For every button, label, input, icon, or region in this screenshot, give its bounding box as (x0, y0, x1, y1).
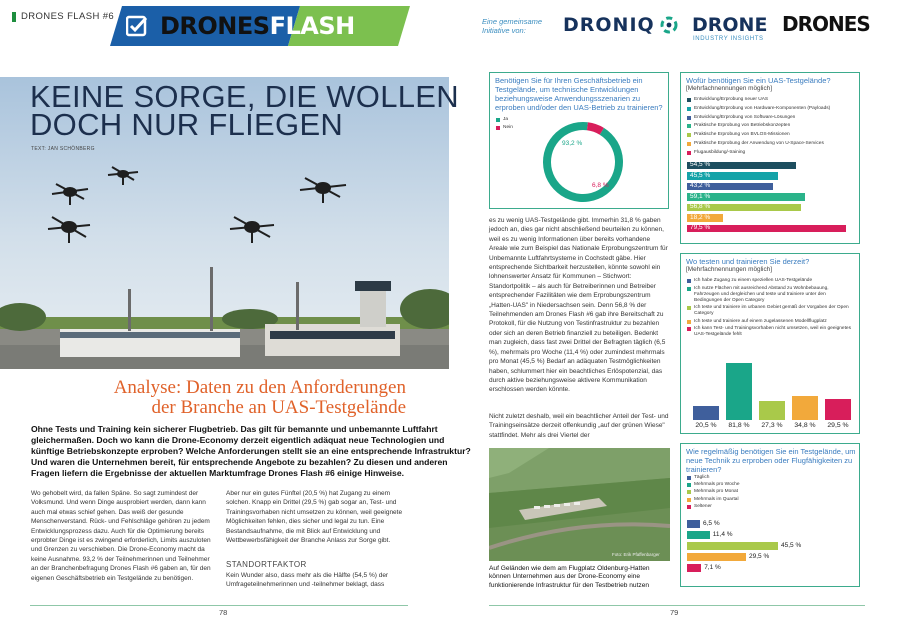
bar (687, 542, 778, 550)
bar-value-label: 34,8 % (794, 422, 816, 429)
bar (792, 396, 818, 420)
legend-swatch (687, 279, 691, 283)
partner-logo-drone-industry-insights: DRONE (692, 14, 768, 36)
legend-label: Täglich (694, 475, 710, 480)
bar-value-label: 79,5 % (690, 224, 711, 232)
legend-label: Entwicklung/Erprobung neuer UAS (694, 97, 769, 102)
legend-item (687, 475, 855, 481)
legend-item (687, 97, 855, 103)
uses-chart-title: Wofür benötigen Sie ein UAS-Testgelände? (686, 76, 831, 85)
legend-swatch (687, 327, 691, 331)
lead-paragraph: Ohne Tests und Training kein sicherer Flugbetrieb. Das gilt für bemannte und unbemannte Luftfahrt gleichermaßen. Doch wo kann die Drone-Economy derzeit eigentlich adäquat neue Technologien und künftige Betriebskonzepte erproben? Welche Anforderungen stellt sie an eine entsprechende Infrastruktur? Und waren die Unternehmen bereit, für entsprechende Angebote zu bezahlen? Zu diesen und anderen Fragen liefern die Ergebnisse der aktuellen Marktumfrage Drones Flash #6 einige Hinweise. (31, 424, 471, 478)
legend-swatch (687, 483, 691, 487)
legend-swatch (687, 320, 691, 324)
partner-logo-drones: DRONES (782, 12, 870, 36)
article-title-line1: KEINE SORGE, DIE WOLLEN (30, 79, 459, 114)
section-label: DRONES FLASH #6 (21, 11, 115, 22)
bar-row (687, 203, 855, 212)
section-marker (12, 12, 16, 22)
legend-item (687, 326, 855, 338)
legend-swatch (687, 476, 691, 480)
bar-value-label: 45,5 % (690, 171, 711, 179)
footer-rule-right (489, 605, 865, 606)
logo-word-drones: DRONES (160, 12, 270, 40)
body-column-3-continued: Nicht zuletzt deshalb, weil ein beachtlicher Anteil der Test- und Trainingseinsätze derzeit offenkundig „auf der grünen Wiese" stattfindet. Mehr als drei Viertel der (489, 413, 669, 439)
footer-rule-left (30, 605, 408, 606)
legend-label: Mehrmals pro Woche (694, 482, 740, 488)
legend-label: Ich teste und trainiere auf einem zugelassenen Modellflugplatz (694, 318, 827, 324)
pie-chart (534, 117, 632, 207)
legend-item (687, 123, 855, 129)
legend-label: Ich nutze Flächen mit ausreichend Abstand zu Wohnbebauung, Fahrzeugen und dergleichen und teste und trainiere unter den Bedingungen der Open Category (694, 285, 829, 303)
legend-label: Ja (503, 117, 509, 122)
legend-swatch (687, 116, 691, 120)
bar (687, 183, 773, 191)
bar-value-label: 56,8 % (690, 203, 711, 211)
pie-label-yes: 93,2 % (562, 140, 583, 147)
legend-label: Praktische Erprobung von Betriebskonzepten (694, 123, 791, 129)
where-chart-title: Wo testen und trainieren Sie derzeit? (686, 257, 810, 266)
body-column-3: es zu wenig UAS-Testgelände gibt. Immerhin 31,8 % gaben jedoch an, dies gar nicht abschließend beurteilen zu können, weil es zu wenig Informationen über bereits vorhandene Areale wie zum Beispiel das Nationale Erprobungszentrum für Unbemannte Luftfahrtsysteme in Cochstedt gäbe. Hier entsprechende Sichtbarkeit herzustellen, könnte sowohl ein lohnenswerter Ansatz für Kommunen – Stichwort: Standortpolitik – als auch für Betreiberinnen und Betreiber entsprechender Fazilitäten wie dem Erprobungszentrum „Hatten-UAS" in Niedersachsen sein. Denn 56,8 % der Teilnehmenden am Drones Flash #6 gab ihre Bereitschaft zu Protokoll, für die Nutzung von Testinfrastruktur zu bezahlen oder sich an deren Betrieb finanziell zu beteiligen. Bedenkt man zugleich, dass fast zwei Drittel der Befragten täglich (6,5 %), mehrmals pro Woche (11,4 %) oder zumindest mehrmals pro Monat (45,5 %) Bedarf an adäquaten Testmöglichkeiten haben, schlummert hier ein beachtliches Erlöspotenzial, das durch aktive beziehungsweise aktivere Kommunikation erschlossen werden könnte. (489, 217, 668, 394)
uses-bars (687, 161, 855, 235)
legend-swatch (496, 126, 500, 130)
legend-swatch (687, 498, 691, 502)
bar-value-label: 29,5 % (749, 553, 770, 560)
bar (687, 564, 701, 572)
freq-legend (687, 475, 855, 511)
bar-value-label: 7,1 % (704, 564, 721, 571)
legend-swatch (496, 118, 500, 122)
bar-row (687, 182, 855, 191)
legend-label: Seltener (694, 503, 712, 509)
legend-item (687, 504, 855, 510)
uses-chart-subtitle: [Mehrfachnennungen möglich] (686, 85, 772, 92)
bar (825, 399, 851, 420)
legend-item (687, 132, 855, 138)
legend-item (687, 482, 855, 488)
legend-label: Ich habe Zugang zu einem speziellen UAS-Testgelände (694, 278, 813, 283)
bar-row (687, 530, 855, 539)
chart-box-uses (680, 72, 860, 244)
partner-intro: Eine gemeinsame Initiative von: (482, 17, 543, 35)
legend-swatch (687, 151, 691, 155)
legend-item (687, 278, 855, 284)
legend-label: Mehrmals pro Monat (694, 489, 738, 495)
bar-row (687, 214, 855, 223)
partner-logo-droniq: DRONIQ (563, 14, 655, 36)
checkmark-icon (126, 15, 148, 37)
bar-value-label: 11,4 % (712, 531, 733, 538)
bar-value-label: 59,1 % (690, 192, 711, 200)
legend-label: Ich teste und trainiere im urbanen Gebiet gemäß der Vorgaben der Open Category (694, 305, 849, 316)
legend-item (687, 305, 855, 317)
uses-legend (687, 97, 855, 159)
page-number-right: 79 (670, 608, 679, 617)
body-column-2: Aber nur ein gutes Fünftel (20,5 %) hat Zugang zu einem solchen. Knapp ein Drittel (29,5 %) gab sogar an, Test- und Trainingsvorhaben nicht umsetzen zu können, weil geeignete Möglichkeiten fehlen, dies sicher und legal zu tun. Eine Bestandsaufnahme, die mit Blick auf Entwicklung und Wettbewerbsfähigkeit der Branche Anlass zur Sorge gibt. (226, 490, 403, 545)
partner-logo-dii-subtitle: INDUSTRY INSIGHTS (693, 36, 764, 42)
bar-row (687, 541, 855, 550)
bar (687, 553, 746, 561)
photo-credit: Foto: Erik Pfaffenbarger (612, 552, 660, 557)
legend-label: Entwicklung/Erprobung von Hardware-Komponenten (Payloads) (694, 105, 831, 111)
where-bars (687, 344, 855, 430)
bar (726, 363, 752, 420)
bar (693, 406, 719, 420)
legend-swatch (687, 287, 691, 291)
article-subtitle-line2: der Branche an UAS-Testgelände (151, 397, 406, 418)
legend-swatch (687, 107, 691, 111)
legend-label: Praktische Erprobung von BVLOS-Missionen (694, 132, 790, 138)
legend-swatch (687, 142, 691, 146)
legend-swatch (687, 490, 691, 494)
legend-item (687, 286, 855, 304)
pie-legend-yes (496, 117, 508, 123)
legend-item (687, 141, 855, 147)
bar (687, 172, 778, 180)
legend-label: Flugausbildung/-training (694, 149, 746, 155)
bar-value-label: 54,5 % (690, 161, 711, 169)
legend-label: Praktische Erprobung der Anwendung von U-Space-Services (694, 140, 824, 146)
bar (687, 520, 700, 528)
legend-item (687, 150, 855, 156)
where-chart-subtitle: [Mehrfachnennungen möglich] (686, 266, 772, 273)
bar-value-label: 6,5 % (703, 520, 720, 527)
legend-item (687, 115, 855, 121)
bar-value-label: 45,5 % (781, 542, 802, 549)
article-subtitle-line1: Analyse: Daten zu den Anforderungen (113, 377, 406, 398)
bar-value-label: 20,5 % (695, 422, 717, 429)
logo-wordmark (160, 12, 355, 40)
bar-row (687, 224, 855, 233)
bar-row (687, 161, 855, 170)
legend-label: Nein (503, 125, 513, 130)
bar (687, 225, 846, 233)
legend-label: Ich kann Test- und Trainingsvorhaben nicht umsetzen, weil ein geeignetes UAS-Testgelände fehlt (694, 326, 851, 337)
bar-value-label: 81,8 % (728, 422, 750, 429)
where-legend (687, 278, 855, 340)
legend-label: Entwicklung/Erprobung von Software-Lösungen (694, 114, 796, 120)
pie-slice-0 (543, 122, 623, 202)
legend-item (687, 319, 855, 325)
bar (687, 193, 805, 201)
bar-row (687, 552, 855, 561)
legend-item (687, 497, 855, 503)
bar (687, 204, 801, 212)
bar-row (687, 563, 855, 572)
legend-item (687, 489, 855, 495)
bar-value-label: 43,2 % (690, 182, 711, 190)
freq-chart-title: Wie regelmäßig benötigen Sie ein Testgelände, um neue Technik zu erproben oder Flugfähigkeiten zu trainieren? (686, 447, 856, 474)
legend-swatch (687, 98, 691, 102)
bar (687, 531, 710, 539)
bar-row (687, 172, 855, 181)
legend-swatch (687, 133, 691, 137)
pie-chart-title: Benötigen Sie für Ihren Geschäftsbetrieb ein Testgelände, um technische Entwicklungen beziehungsweise Anwendungsszenarien zu erproben und/oder den UAS-Betrieb zu trainieren? (495, 76, 663, 112)
subheading-standortfaktor: STANDORTFAKTOR (226, 560, 307, 569)
pie-label-no: 6,8 % (592, 182, 609, 189)
legend-swatch (687, 306, 691, 310)
bar-row (687, 193, 855, 202)
legend-item (687, 106, 855, 112)
chart-box-need-test-site (489, 72, 669, 209)
bar-row (687, 519, 855, 528)
article-subtitle (30, 378, 406, 418)
bar-value-label: 27,3 % (761, 422, 783, 429)
bar (687, 162, 796, 170)
article-title-line2: DOCH NUR FLIEGEN (30, 107, 344, 142)
pie-legend-no (496, 125, 513, 131)
chart-box-where (680, 253, 860, 434)
legend-swatch (687, 505, 691, 509)
bar (759, 401, 785, 420)
byline: TEXT: JAN SCHÖNBERG (31, 146, 95, 152)
bar (687, 214, 723, 222)
article-title (30, 79, 459, 142)
legend-label: Mehrmals im Quartal (694, 496, 739, 502)
aerial-photo-test-site (489, 448, 670, 561)
legend-swatch (687, 124, 691, 128)
page-number-left: 78 (219, 608, 228, 617)
body-column-1: Wo gehobelt wird, da fallen Späne. So sagt zumindest der Volksmund. Und wenn Dinge ausprobiert werden, dann kann auch mal etwas schief gehen. Das weiß der gesunde Menschenverstand. Rück- und Fehlschläge gehören zu jedem Entwicklungsprozess dazu. Auch für die Optimierung bereits erprobter Dinge ist es zwingend erforderlich, Limits auszuloten und Grenzen zu verschieben. Die Drone-Economy macht da keine Ausnahme. 93,2 % der Teilnehmerinnen und Teilnehmer an der Branchenbefragung Drones Flash #6 gaben an, für den eigenen Geschäftsbetrieb ein Testgelände zu benötigen. (31, 490, 211, 582)
bar-value-label: 18,2 % (690, 213, 711, 221)
chart-box-frequency (680, 443, 860, 587)
logo-word-flash: FLASH (269, 12, 355, 40)
bar-value-label: 29,5 % (827, 422, 849, 429)
freq-bars (687, 519, 855, 574)
photo-caption: Auf Geländen wie dem am Flugplatz Oldenburg-Hatten können Unternehmen aus der Drone-Economy eine funktionierende Infrastruktur für den Testbetrieb nutzen (489, 565, 650, 589)
droniq-emblem-icon (660, 16, 678, 34)
body-column-2-continued: Kein Wunder also, dass mehr als die Hälfte (54,5 %) der Umfrageteilnehmerinnen und -teilnehmer beklagt, dass (226, 572, 389, 589)
